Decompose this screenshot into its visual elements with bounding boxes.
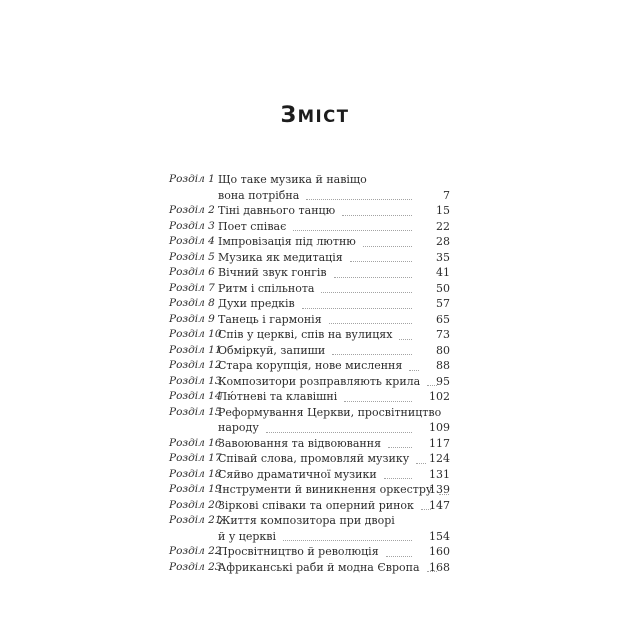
chapter-label: Розділ 18 [169,467,222,480]
chapter-title [218,281,412,297]
chapter-label: Розділ 13 [169,374,222,387]
toc-row [169,296,450,312]
toc-row [169,467,450,483]
chapter-title-text: Зіркові співаки та оперний ринок [218,498,414,512]
toc-row [169,513,450,544]
page-number: 102 [429,390,450,403]
chapter-title-text: Музика як медитація [218,250,343,264]
chapter-title [218,374,421,390]
dot-leader [302,308,412,309]
page-number: 35 [436,250,450,264]
dot-leader [350,261,412,262]
chapter-title-text: Інструменти й виникнення оркестру [218,483,433,496]
page-number: 7 [443,188,450,202]
toc-row [169,374,450,390]
chapter-title [218,436,412,452]
chapter-title [218,343,412,359]
chapter-title [218,389,412,405]
chapter-label: Розділ 17 [169,452,222,464]
chapter-title [218,296,412,312]
dot-leader [344,401,412,402]
toc-row [169,436,450,452]
chapter-title [218,172,412,203]
chapter-label: Розділ 8 [169,297,215,309]
chapter-label: Розділ 20 [169,498,222,511]
chapter-label: Розділ 19 [169,483,222,495]
chapter-label: Розділ 10 [169,328,222,340]
toc-row [169,405,450,436]
chapter-title-line [218,451,412,467]
chapter-title [218,467,412,483]
toc-row [169,312,450,328]
chapter-label: Розділ 1 [169,173,215,185]
chapter-title [218,498,412,514]
dot-leader [332,354,412,355]
toc-row [169,358,450,374]
toc-row [169,451,450,467]
chapter-title-text: Спів у церкві, спів на вулицях [218,328,393,341]
page-number: 88 [436,359,450,372]
chapter-title-line [218,467,412,483]
chapter-title-text: Стара корупція, нове мислення [218,359,403,372]
dot-leader [388,447,412,448]
page-number: 22 [436,219,450,233]
dot-leader [266,432,412,433]
toc-row [169,498,450,514]
chapter-title-text: Поет співає [218,219,287,233]
page-number: 117 [429,436,450,450]
toc-row [169,544,450,560]
chapter-title [218,544,412,560]
chapter-title-line: Що таке музика й навіщо [218,173,367,186]
chapter-label: Розділ 7 [169,281,215,294]
page-number: 73 [436,328,450,341]
chapter-title-line [218,544,412,560]
chapter-title [218,203,412,219]
dot-leader [409,370,419,371]
page-number: 131 [429,467,450,481]
chapter-title-line [218,436,412,452]
chapter-label: Розділ 11 [169,343,222,356]
page-number: 154 [429,529,450,543]
chapter-title-line [218,312,412,328]
chapter-title-line [218,281,412,297]
chapter-title-line: Життя композитора при дворі [218,514,395,527]
chapter-title-line [218,203,412,219]
dot-leader [321,292,412,293]
chapter-title [218,482,433,498]
chapter-label: Розділ 23 [169,560,222,573]
page-number: 50 [436,281,450,295]
chapter-title [218,250,412,266]
dot-leader [342,215,412,216]
chapter-label: Розділ 2 [169,204,215,216]
chapter-title [218,451,412,467]
chapter-title-line [218,420,412,436]
page-title: ЗМІСТ [280,103,350,129]
toc-row [169,560,450,576]
dot-leader [306,199,412,200]
toc-row [169,234,450,250]
toc-row [169,219,450,235]
toc-row [169,250,450,266]
dot-leader [334,277,412,278]
chapter-title-line [218,250,412,266]
page-number: 95 [436,374,450,388]
chapter-label: Розділ 9 [169,312,215,325]
dot-leader [363,246,412,247]
page-number: 109 [429,421,450,434]
chapter-title-line [218,389,412,405]
page-number: 168 [429,560,450,574]
chapter-title-text: Танець і гармонія [218,312,322,326]
chapter-title-text: Вічний звук гонгів [218,266,327,279]
chapter-title-line [218,560,420,576]
chapter-title-line [218,529,412,545]
chapter-title [218,327,412,343]
toc-row [169,327,450,343]
toc-row [169,343,450,359]
chapter-title-line [218,482,433,498]
chapter-title-text: Імпровізація під лютню [218,235,356,248]
page-number: 41 [436,266,450,279]
chapter-title-line [218,188,412,204]
toc-row [169,482,450,498]
dot-leader [384,478,412,479]
page-number: 124 [429,452,450,465]
chapter-label: Розділ 22 [169,545,222,557]
chapter-title-text: Духи предків [218,297,295,310]
chapter-label: Розділ 5 [169,250,215,263]
chapter-label: Розділ 3 [169,219,215,232]
toc-row [169,389,450,405]
page-number: 139 [429,483,450,496]
chapter-title-line [218,343,412,359]
chapter-title-text: й у церкві [218,529,277,543]
toc-row [169,172,450,203]
chapter-label: Розділ 14 [169,390,222,402]
chapter-label: Розділ 4 [169,235,215,247]
chapter-title-text: Тіні давнього танцю [218,204,336,217]
chapter-title-line [218,374,421,390]
chapter-title [218,234,412,250]
chapter-title-line [218,498,412,514]
chapter-title [218,265,412,281]
chapter-title-text: Обміркуй, запиши [218,343,326,357]
page-number: 80 [436,343,450,357]
chapter-title-line [218,234,412,250]
page-number: 65 [436,312,450,326]
chapter-title-text: Просвітництво й революція [218,545,379,558]
page-number: 28 [436,235,450,248]
chapter-title [218,312,412,328]
dot-leader [293,230,412,231]
chapter-label: Розділ 21 [169,514,222,526]
page-number: 57 [436,297,450,310]
chapter-title-line [218,296,412,312]
toc-row [169,281,450,297]
chapter-label: Розділ 12 [169,359,222,371]
chapter-title-text: Співай слова, промовляй музику [218,452,410,465]
chapter-title-text: Завоювання та відвоювання [218,436,382,450]
chapter-title-text: Ритм і спільнота [218,281,315,295]
toc-row [169,265,450,281]
dot-leader [283,540,412,541]
chapter-title-text: Африканські раби й модна Європа [218,560,420,574]
chapter-title-text: Композитори розправляють крила [218,374,421,388]
chapter-label: Розділ 6 [169,266,215,278]
page-number: 147 [429,498,450,512]
page-number: 160 [429,545,450,558]
chapter-label: Розділ 16 [169,436,222,449]
toc-list [169,172,450,575]
dot-leader [399,339,412,340]
chapter-title-text: народу [218,421,259,434]
chapter-title [218,358,412,374]
chapter-title-line: Реформування Церкви, просвітництво [218,405,442,419]
chapter-title-line [218,358,412,374]
chapter-title [218,219,412,235]
chapter-title [218,513,412,544]
toc-row [169,203,450,219]
dot-leader [386,556,412,557]
dot-leader [329,323,412,324]
chapter-title-text: Лю́тневі та клавішні [218,390,338,403]
chapter-title-line [218,327,412,343]
chapter-title-text: Сяйво драматичної музики [218,467,377,481]
chapter-title-line [218,265,412,281]
chapter-title-text: вона потрібна [218,188,300,202]
page-number: 15 [436,204,450,217]
chapter-title [218,560,420,576]
chapter-title-line [218,219,412,235]
chapter-label: Розділ 15 [169,405,222,418]
